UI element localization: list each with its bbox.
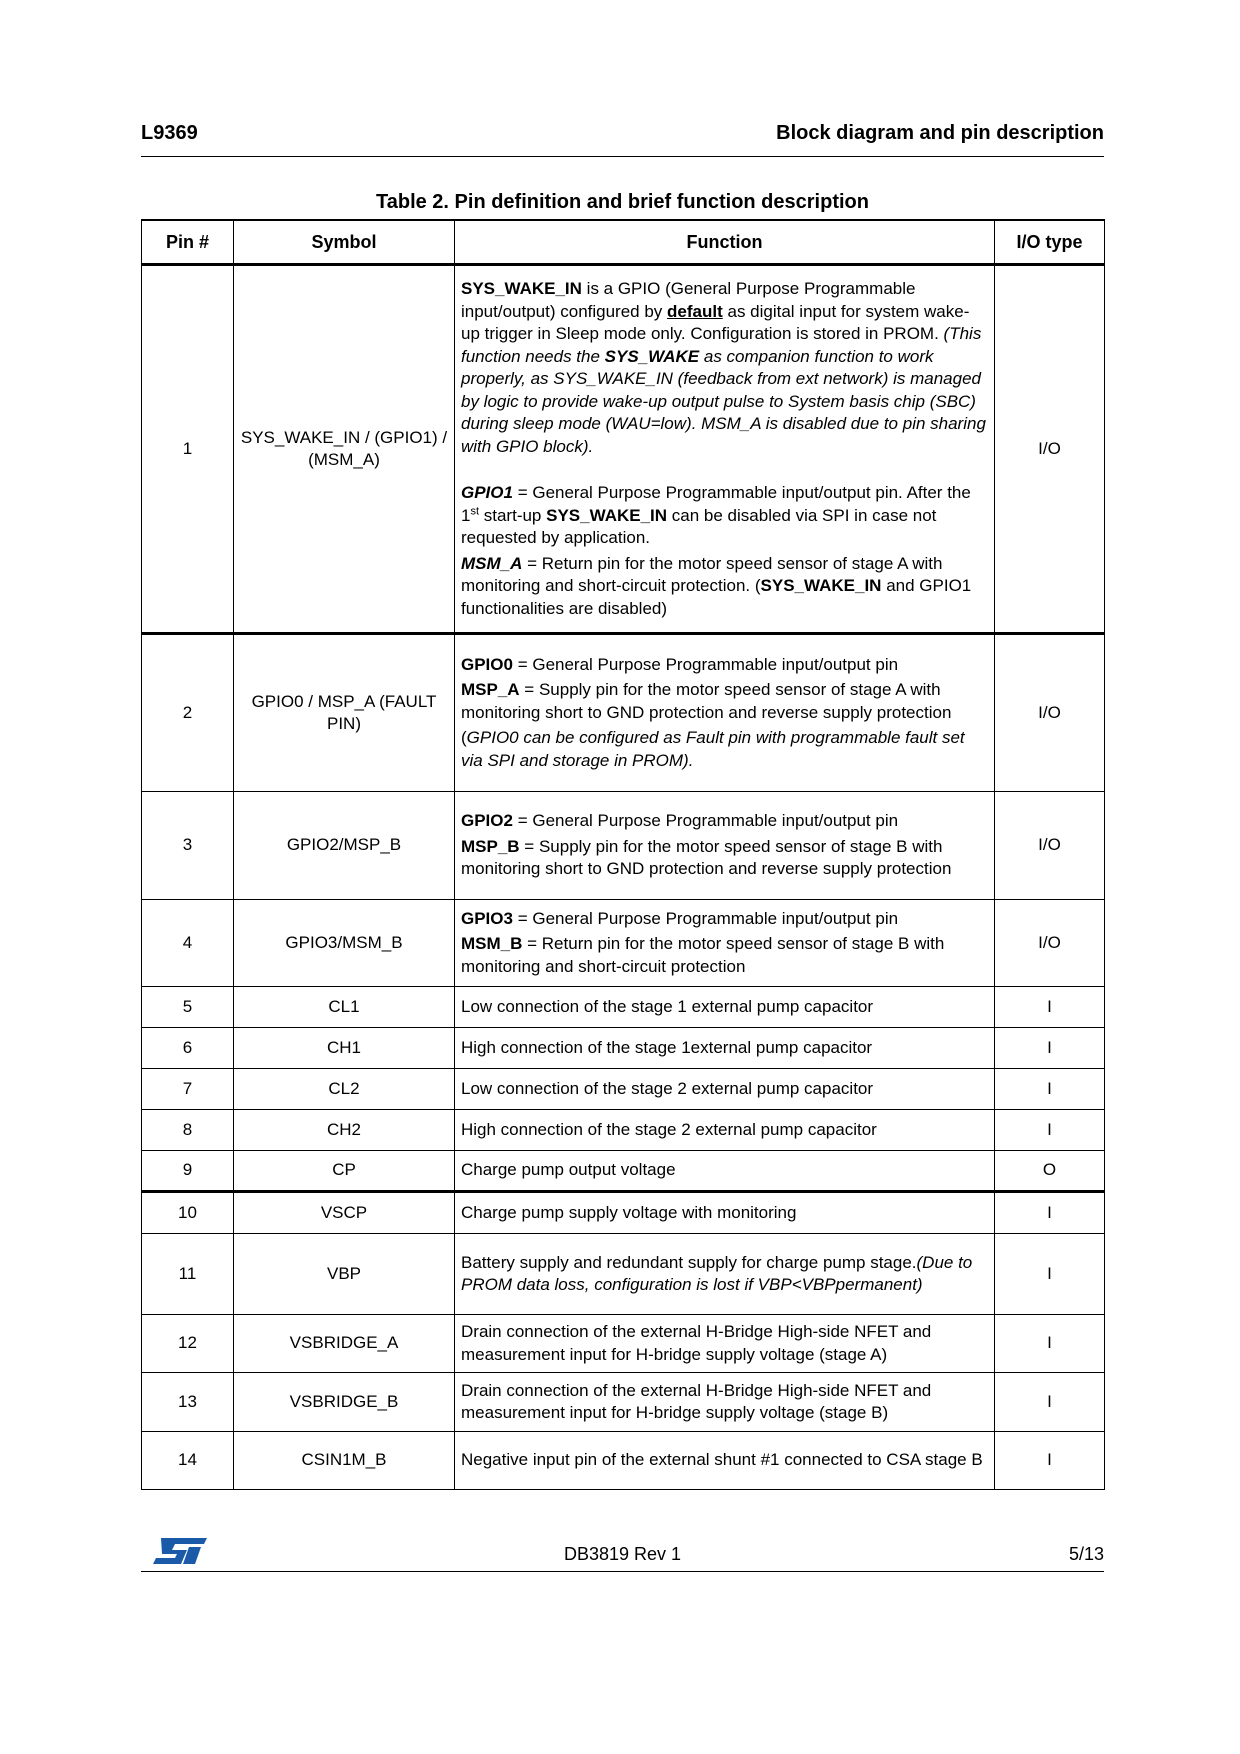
function-cell xyxy=(455,1315,995,1373)
document-reference: DB3819 Rev 1 xyxy=(563,1544,682,1564)
text-run: Battery supply and redundant supply for charge pump stage. xyxy=(461,1252,917,1272)
function-paragraph xyxy=(461,1078,988,1101)
symbol-cell: VSBRIDGE_B xyxy=(234,1373,455,1432)
symbol-cell: CL2 xyxy=(234,1069,455,1110)
text-run: = General Purpose Programmable input/output pin xyxy=(512,908,899,928)
symbol-cell: SYS_WAKE_IN / (GPIO1) / (MSM_A) xyxy=(234,265,455,634)
io-type-cell: I/O xyxy=(995,792,1105,900)
function-paragraph xyxy=(461,836,988,881)
text-run: MSM_A xyxy=(461,553,523,573)
text-run: = Supply pin for the motor speed sensor of stage A with monitoring short to GND protection and reverse supply protection xyxy=(461,680,952,722)
table-row xyxy=(142,1028,1105,1069)
table-row xyxy=(142,634,1105,792)
text-run: Low connection of the stage 2 external pump capacitor xyxy=(461,1078,874,1098)
pin-number-cell: 5 xyxy=(142,987,234,1028)
function-paragraph xyxy=(461,1119,988,1142)
text-run: MSP_B xyxy=(461,836,520,856)
symbol-cell: CL1 xyxy=(234,987,455,1028)
text-run: GPIO0 can be configured as Fault pin with programmable fault set via SPI and storage in PROM). xyxy=(461,728,965,770)
table-row xyxy=(142,1432,1105,1490)
io-type-cell: I/O xyxy=(995,634,1105,792)
text-run: can be disabled via SPI in case not requested by application. xyxy=(461,505,937,547)
function-cell xyxy=(455,987,995,1028)
text-run: Charge pump output voltage xyxy=(461,1160,676,1180)
io-type-cell: I xyxy=(995,1069,1105,1110)
column-header-function: Function xyxy=(455,220,995,265)
symbol-cell: VBP xyxy=(234,1234,455,1315)
text-run: Low connection of the stage 1 external pump capacitor xyxy=(461,996,874,1016)
io-type-cell: I xyxy=(995,987,1105,1028)
text-run: = Return pin for the motor speed sensor of stage A with monitoring and short-circuit protection. ( xyxy=(461,553,943,595)
column-header-symbol: Symbol xyxy=(234,220,455,265)
symbol-cell: GPIO3/MSM_B xyxy=(234,900,455,987)
pin-number-cell: 12 xyxy=(142,1315,234,1373)
io-type-cell: I xyxy=(995,1373,1105,1432)
text-run: GPIO0 xyxy=(461,654,513,674)
text-run: = Supply pin for the motor speed sensor of stage B with monitoring short to GND protection and reverse supply protection xyxy=(461,836,952,879)
pin-number-cell: 10 xyxy=(142,1192,234,1234)
text-run: = General Purpose Programmable input/output pin xyxy=(512,811,899,831)
pin-number-cell: 8 xyxy=(142,1110,234,1151)
io-type-cell: O xyxy=(995,1151,1105,1192)
function-cell xyxy=(455,792,995,900)
text-run: MSP_A xyxy=(461,680,520,700)
pin-number-cell: 14 xyxy=(142,1432,234,1490)
text-run: GPIO1 xyxy=(461,483,513,502)
function-paragraph xyxy=(461,278,988,458)
text-run: GPIO3 xyxy=(461,908,513,928)
text-run: Drain connection of the external H-Bridge High-side NFET and measurement input for H-bridge supply voltage (stage B) xyxy=(461,1380,932,1422)
function-cell xyxy=(455,1110,995,1151)
text-run: start-up xyxy=(479,505,547,525)
io-type-cell: I xyxy=(995,1110,1105,1151)
function-paragraph xyxy=(461,1380,988,1425)
function-paragraph xyxy=(461,1037,988,1060)
pin-number-cell: 4 xyxy=(142,900,234,987)
function-paragraph xyxy=(461,1252,988,1297)
pin-number-cell: 1 xyxy=(142,265,234,634)
text-run: SYS_WAKE_IN xyxy=(760,576,882,595)
text-run: ( xyxy=(461,728,467,748)
function-paragraph xyxy=(461,1159,988,1182)
text-run: MSM_B xyxy=(461,934,523,954)
function-paragraph xyxy=(461,933,988,978)
symbol-cell: CP xyxy=(234,1151,455,1192)
text-run: st xyxy=(470,504,480,517)
symbol-cell: VSCP xyxy=(234,1192,455,1234)
text-run: default xyxy=(667,301,723,321)
pin-number-cell: 6 xyxy=(142,1028,234,1069)
text-run: SYS_WAKE_IN xyxy=(461,279,582,298)
text-run: as digital input for system wake-up trigger in Sleep mode only. Configuration is stored in PROM. xyxy=(461,301,970,343)
symbol-cell: CH2 xyxy=(234,1110,455,1151)
function-paragraph xyxy=(461,1202,988,1225)
function-cell xyxy=(455,1028,995,1069)
text-run: Charge pump supply voltage with monitoring xyxy=(461,1202,797,1222)
text-run: = General Purpose Programmable input/output pin xyxy=(512,654,899,674)
table-row xyxy=(142,1069,1105,1110)
table-header-row xyxy=(142,220,1105,265)
pin-number-cell: 7 xyxy=(142,1069,234,1110)
function-paragraph xyxy=(461,810,988,833)
io-type-cell: I xyxy=(995,1028,1105,1069)
io-type-cell: I xyxy=(995,1315,1105,1373)
pin-number-cell: 11 xyxy=(142,1234,234,1315)
function-paragraph xyxy=(461,679,988,724)
text-run: is a GPIO (General Purpose Programmable input/output) configured by xyxy=(461,279,916,321)
table-row xyxy=(142,1192,1105,1234)
symbol-cell: GPIO2/MSP_B xyxy=(234,792,455,900)
function-cell xyxy=(455,900,995,987)
function-paragraph xyxy=(461,1449,988,1472)
pin-number-cell: 13 xyxy=(142,1373,234,1432)
text-run: as companion function to work properly, as SYS_WAKE_IN (feedback from ext network) is managed by logic to provide wake-up output pulse to System basis chip (SBC) during sleep mode (WAU=low). MSM_A is disabled due to pin sharing with GPIO block). xyxy=(461,346,986,456)
function-cell xyxy=(455,1432,995,1490)
function-cell xyxy=(455,1069,995,1110)
pin-number-cell: 2 xyxy=(142,634,234,792)
page-number: 5/13 xyxy=(1068,1544,1104,1564)
function-cell xyxy=(455,1192,995,1234)
text-run: = General Purpose Programmable input/output pin. After the 1 xyxy=(461,483,971,525)
symbol-cell: VSBRIDGE_A xyxy=(234,1315,455,1373)
table-row xyxy=(142,792,1105,900)
symbol-cell: CSIN1M_B xyxy=(234,1432,455,1490)
text-run: and GPIO1 functionalities are disabled) xyxy=(461,576,972,618)
table-row xyxy=(142,1151,1105,1192)
column-header-io-type: I/O type xyxy=(995,220,1105,265)
function-paragraph xyxy=(461,654,988,677)
text-run: (Due to PROM data loss, configuration is lost if VBP<VBPpermanent) xyxy=(461,1252,973,1294)
text-run: SYS_WAKE_IN xyxy=(546,505,668,525)
text-run: Drain connection of the external H-Bridge High-side NFET and measurement input for H-bridge supply voltage (stage A) xyxy=(461,1322,932,1364)
io-type-cell: I xyxy=(995,1192,1105,1234)
io-type-cell: I xyxy=(995,1234,1105,1315)
paragraph-spacer xyxy=(461,458,988,482)
pin-definition-table xyxy=(141,219,1105,1490)
table-row xyxy=(142,987,1105,1028)
table-row xyxy=(142,1234,1105,1315)
text-run: (This function needs the xyxy=(461,324,982,366)
text-run: SYS_WAKE xyxy=(604,346,700,366)
function-cell xyxy=(455,265,995,634)
table-row xyxy=(142,1373,1105,1432)
function-cell xyxy=(455,1234,995,1315)
function-paragraph xyxy=(461,996,988,1019)
table-row xyxy=(142,1315,1105,1373)
io-type-cell: I xyxy=(995,1432,1105,1490)
function-paragraph xyxy=(461,727,988,772)
pin-number-cell: 9 xyxy=(142,1151,234,1192)
function-paragraph xyxy=(461,908,988,931)
function-cell xyxy=(455,1151,995,1192)
text-run: = Return pin for the motor speed sensor of stage B with monitoring and short-circuit protection xyxy=(461,934,945,976)
function-cell xyxy=(455,1373,995,1432)
function-paragraph xyxy=(461,482,988,550)
function-cell xyxy=(455,634,995,792)
io-type-cell: I/O xyxy=(995,900,1105,987)
table-row xyxy=(142,900,1105,987)
text-run: High connection of the stage 1external pump capacitor xyxy=(461,1037,873,1057)
column-header-pin: Pin # xyxy=(142,220,234,265)
text-run: Negative input pin of the external shunt #1 connected to CSA stage B xyxy=(461,1450,983,1470)
io-type-cell: I/O xyxy=(995,265,1105,634)
text-run: High connection of the stage 2 external pump capacitor xyxy=(461,1119,877,1139)
page-footer xyxy=(141,1530,1104,1572)
table-body xyxy=(142,265,1105,1490)
page-header xyxy=(141,120,1104,157)
section-title: Block diagram and pin description xyxy=(776,122,1104,144)
pin-number-cell: 3 xyxy=(142,792,234,900)
document-id: L9369 xyxy=(141,122,198,144)
function-paragraph xyxy=(461,1321,988,1366)
symbol-cell: CH1 xyxy=(234,1028,455,1069)
text-run: GPIO2 xyxy=(461,811,513,831)
symbol-cell: GPIO0 / MSP_A (FAULT PIN) xyxy=(234,634,455,792)
table-row xyxy=(142,1110,1105,1151)
function-paragraph xyxy=(461,553,988,621)
table-caption: Table 2. Pin definition and brief function description xyxy=(376,191,869,213)
table-row xyxy=(142,265,1105,634)
